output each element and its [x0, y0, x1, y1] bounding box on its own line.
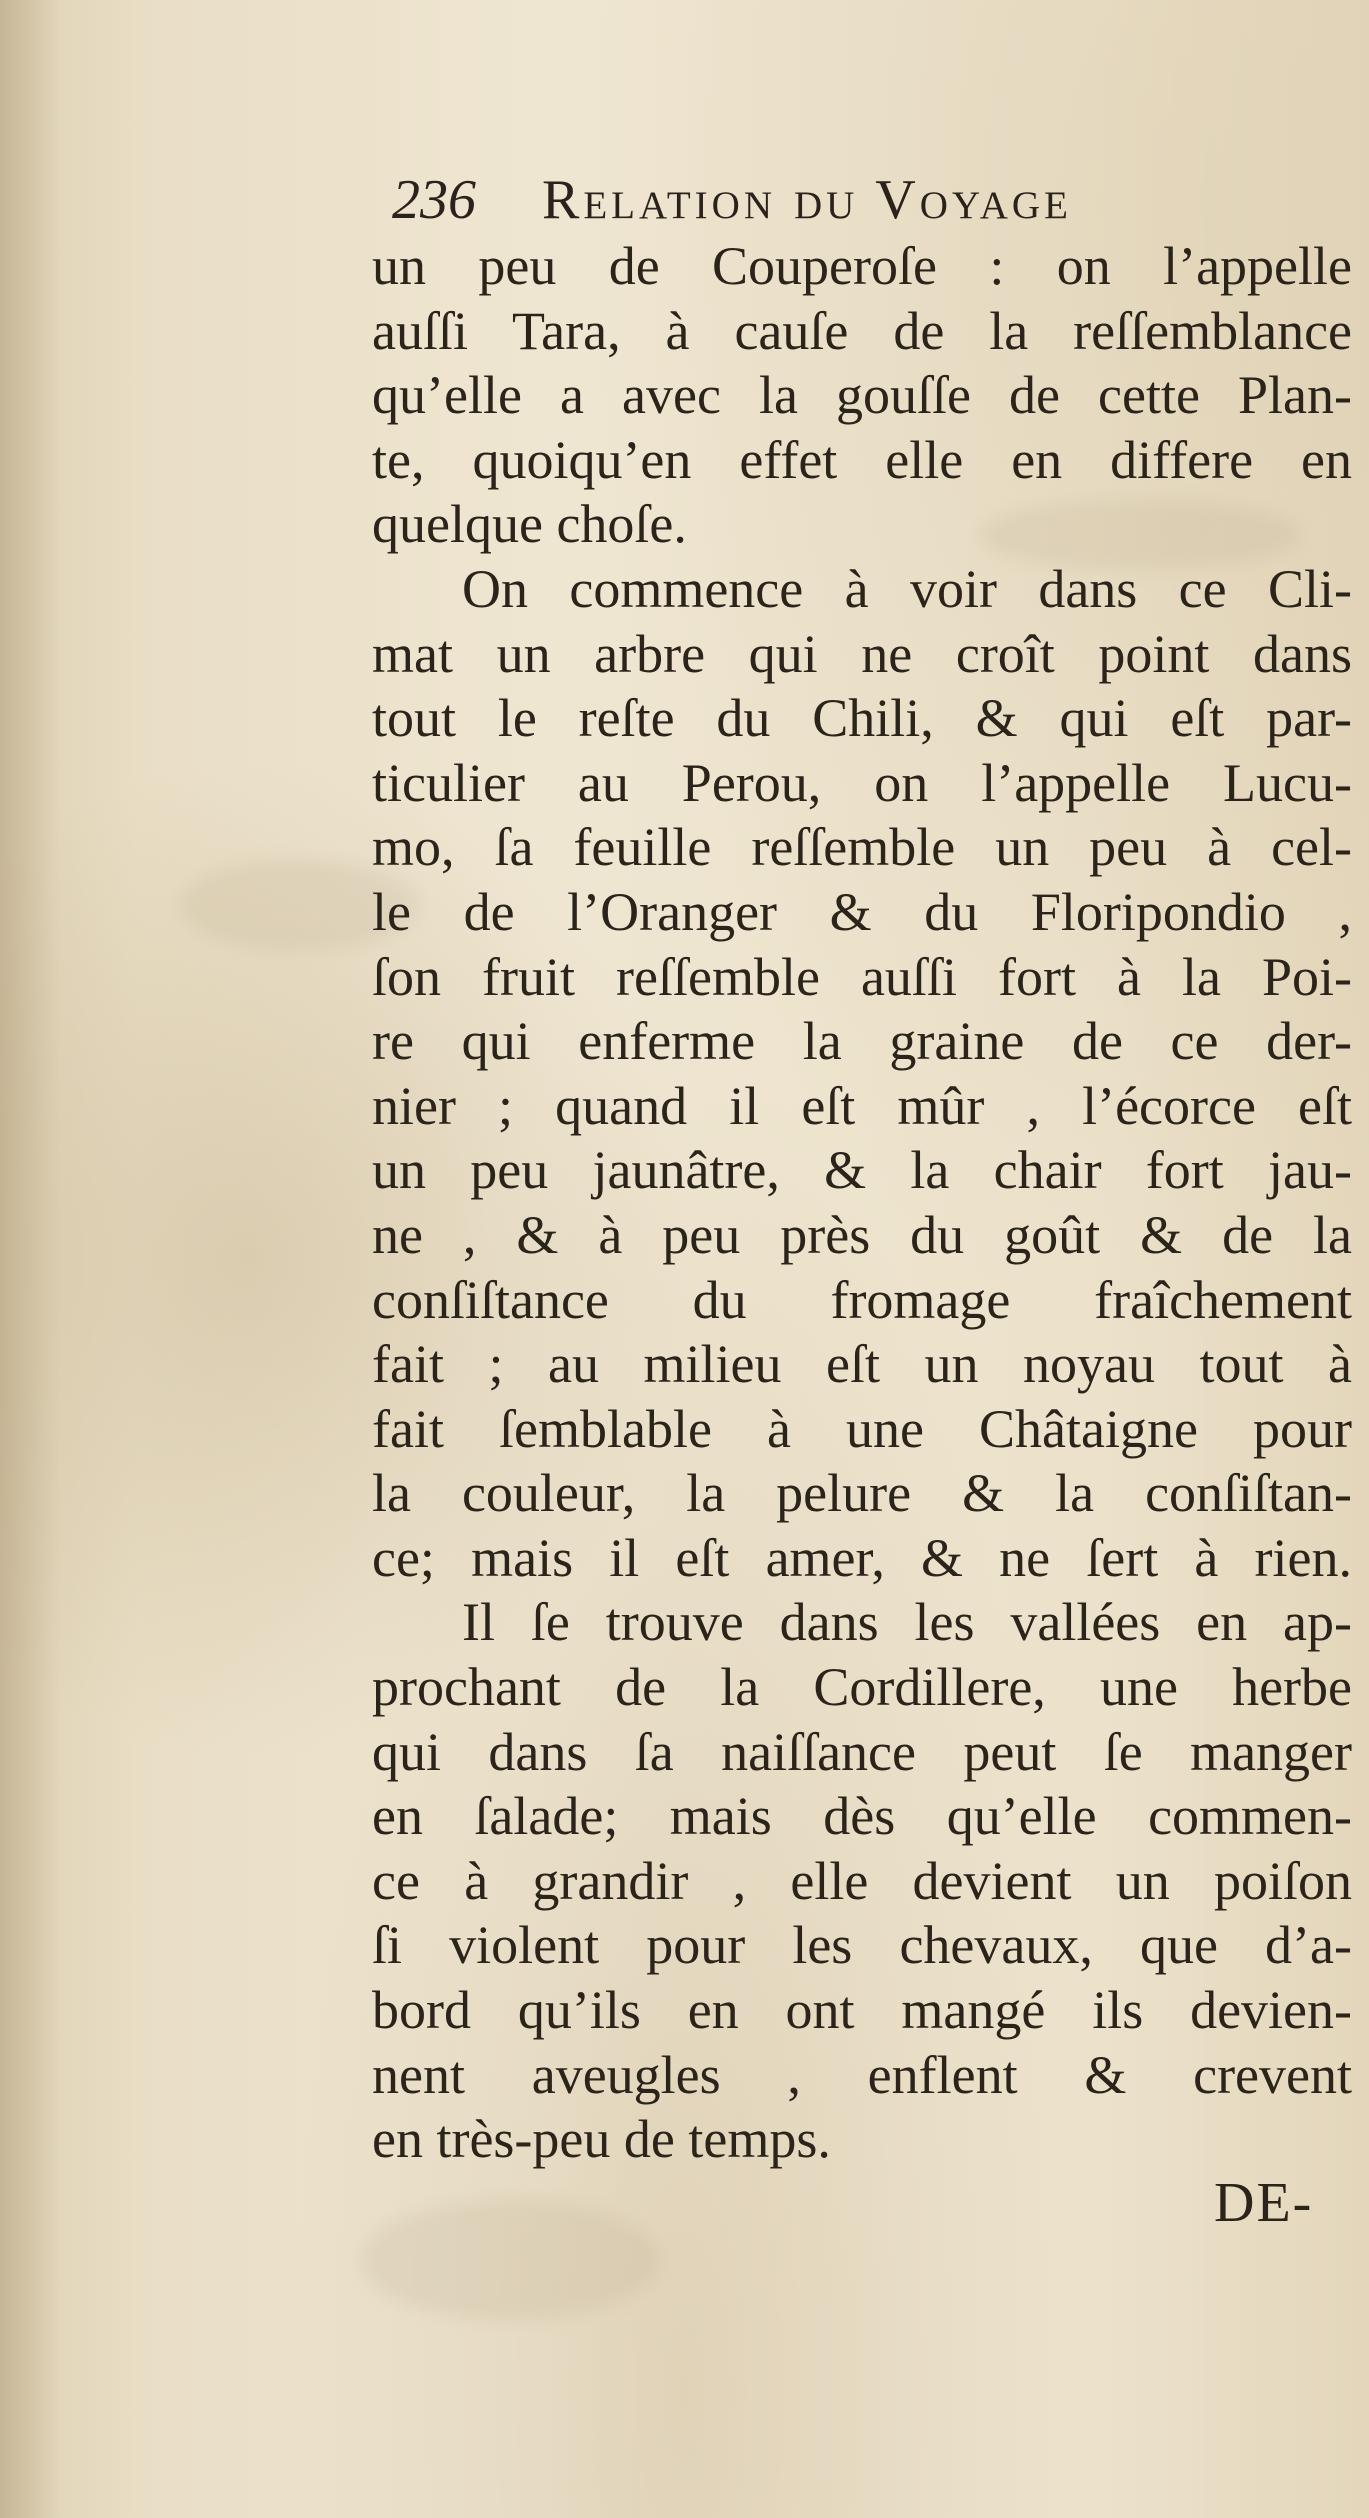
- text-line: la couleur, la pelure & la conſiſtan-: [372, 1463, 1352, 1524]
- running-title: Relation du Voyage: [542, 169, 1072, 231]
- text-line: tout le reſte du Chili, & qui eſt par-: [372, 688, 1352, 749]
- text-line: prochant de la Cordillere, une herbe: [372, 1657, 1352, 1718]
- text-block: [372, 234, 1352, 2172]
- text-line: auſſi Tara, à cauſe de la reſſemblance: [372, 300, 1352, 361]
- text-line: nent aveugles , enflent & crevent: [372, 2044, 1352, 2105]
- text-line: un peu de Couperoſe : on l’appelle: [372, 236, 1352, 296]
- text-line: mo, ſa feuille reſſemble un peu à cel-: [372, 817, 1352, 878]
- text-line: conſiſtance du fromage fraîchement: [372, 1269, 1352, 1330]
- text-line: te, quoiqu’en effet elle en differe en: [372, 429, 1352, 490]
- text-line: On commence à voir dans ce Cli-: [462, 558, 1352, 619]
- text-line: nier ; quand il eſt mûr , l’écorce eſt: [372, 1075, 1352, 1136]
- text-line: ce; mais il eſt amer, & ne ſert à rien.: [372, 1527, 1352, 1588]
- text-line: bord qu’ils en ont mangé ils devien-: [372, 1980, 1352, 2041]
- text-line: qui dans ſa naiſſance peut ſe manger: [372, 1721, 1352, 1782]
- text-line: Il ſe trouve dans les vallées en ap-: [462, 1592, 1352, 1653]
- page-gutter-shadow: [0, 0, 60, 2518]
- running-header: [392, 165, 1072, 235]
- paper-stain: [360, 2200, 660, 2320]
- text-line: re qui enferme la graine de ce der-: [372, 1011, 1352, 1072]
- text-line: fait ſemblable à une Châtaigne pour: [372, 1398, 1352, 1459]
- text-line: le de l’Oranger & du Floripondio ,: [372, 881, 1352, 942]
- text-line: qu’elle a avec la gouſſe de cette Plan-: [372, 365, 1352, 426]
- text-line: fait ; au milieu eſt un noyau tout à: [372, 1334, 1352, 1395]
- text-line: ſi violent pour les chevaux, que d’a-: [372, 1915, 1352, 1976]
- text-line: un peu jaunâtre, & la chair fort jau-: [372, 1140, 1352, 1201]
- text-line: en ſalade; mais dès qu’elle commen-: [372, 1786, 1352, 1847]
- text-line: ne , & à peu près du goût & de la: [372, 1204, 1352, 1265]
- text-line: quelque choſe.: [372, 494, 687, 555]
- text-line: ticulier au Perou, on l’appelle Lucu-: [372, 752, 1352, 813]
- text-line: en très-peu de temps.: [372, 2109, 831, 2170]
- text-line: ſon fruit reſſemble auſſi fort à la Poi-: [372, 946, 1352, 1007]
- text-line: ce à grandir , elle devient un poiſon: [372, 1850, 1352, 1911]
- text-line: mat un arbre qui ne croît point dans: [372, 623, 1352, 684]
- page-number: 236: [392, 169, 476, 231]
- catchword: DE-: [1214, 2172, 1314, 2234]
